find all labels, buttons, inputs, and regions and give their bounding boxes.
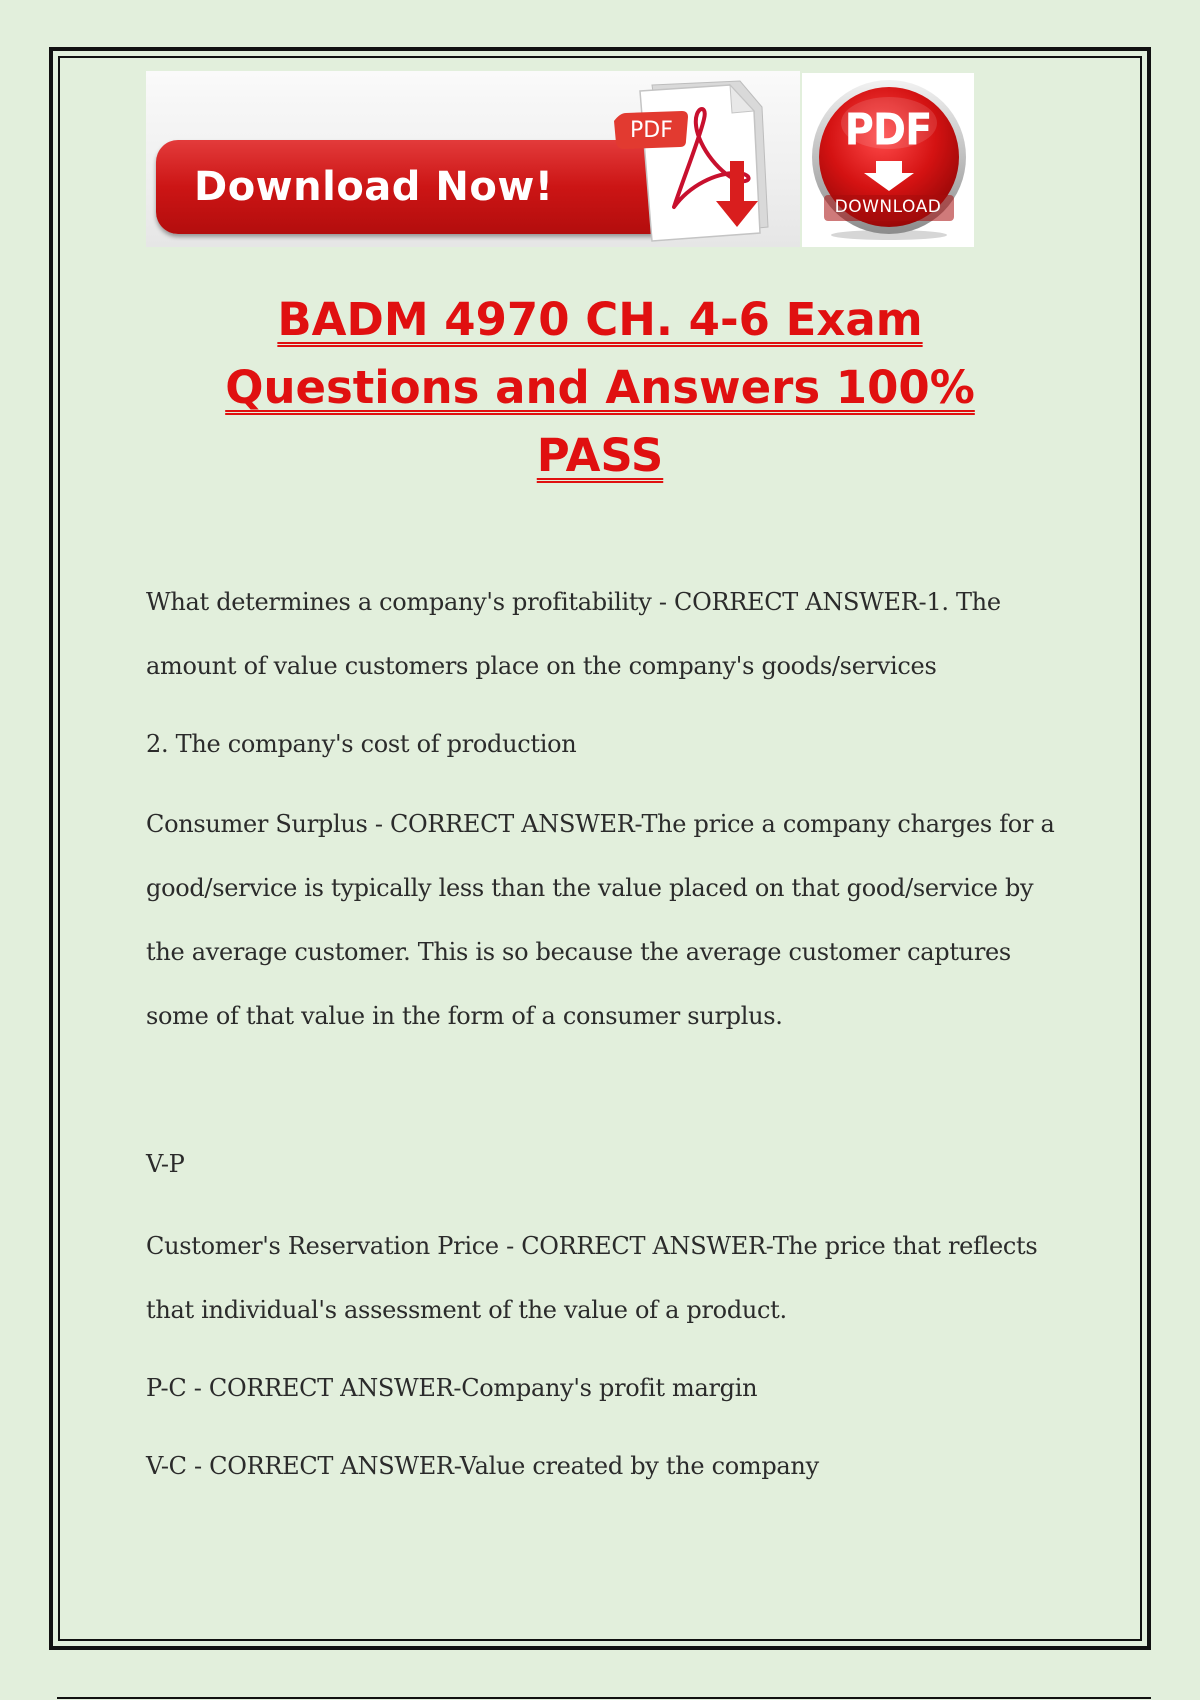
qa-paragraph: V-P <box>146 1150 185 1178</box>
qa-paragraph: Consumer Surplus - CORRECT ANSWER-The price a company charges for a good/service is typically less than the value placed on that good/service by the average customer. This is so because the average customer captures some of that value in the form of a consumer surplus. <box>146 810 1055 1030</box>
title-line: Questions and Answers 100% <box>225 361 975 414</box>
pdf-badge-title: PDF <box>844 104 932 156</box>
qa-paragraph: V-C - CORRECT ANSWER-Value created by the company <box>146 1452 819 1480</box>
document-title <box>150 286 1050 490</box>
download-banner[interactable] <box>146 71 974 247</box>
download-now-label: Download Now! <box>194 164 554 210</box>
qa-paragraph: Customer's Reservation Price - CORRECT ANSWER-The price that reflects that individual's assessment of the value of a product. <box>146 1232 1038 1324</box>
qa-paragraph: P-C - CORRECT ANSWER-Company's profit margin <box>146 1374 758 1402</box>
pdf-file-icon <box>612 77 772 245</box>
bottom-rule <box>57 1697 1151 1699</box>
pdf-file-tag: PDF <box>630 118 673 143</box>
qa-paragraph: 2. The company's cost of production <box>146 730 577 758</box>
title-line: BADM 4970 CH. 4-6 Exam <box>277 293 923 346</box>
download-banner-left[interactable] <box>146 71 800 247</box>
qa-paragraph: What determines a company's profitability - CORRECT ANSWER-1. The amount of value customers place on the company's goods/services <box>146 588 1001 680</box>
pdf-download-badge[interactable] <box>802 73 974 247</box>
title-line: PASS <box>536 429 664 482</box>
download-now-button[interactable] <box>156 140 686 234</box>
pdf-badge-caption: DOWNLOAD <box>834 197 942 217</box>
